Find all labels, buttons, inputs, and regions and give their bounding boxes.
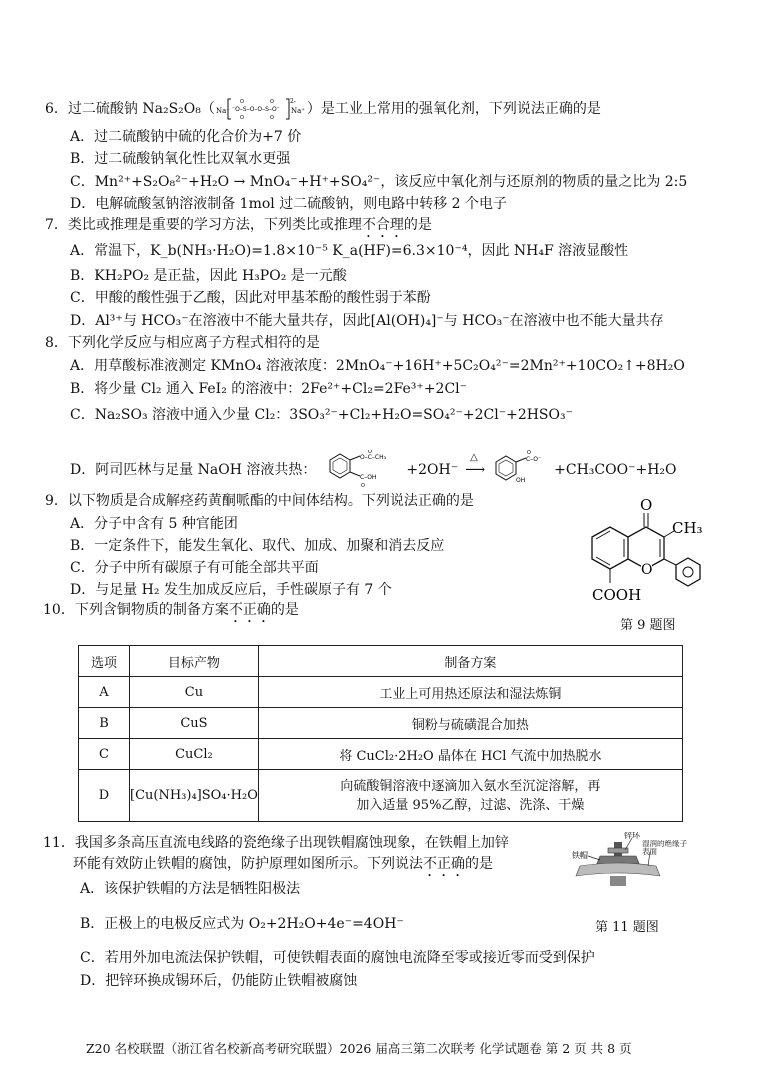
q7-option-d: D．Al³⁺与 HCO₃⁻在溶液中不能大量共存，因此[Al(OH)₄]⁻与 HCO₃⁻在溶液中也不能大量共存: [70, 313, 664, 329]
na-right: Na⁺: [290, 107, 305, 115]
q6-stem-part2: ）是工业上常用的强氧化剂，下列说法正确的是: [306, 101, 601, 117]
q11-stem-line1: 11．我国多条高压直流电线路的瓷绝缘子出现铁帽腐蚀现象，在铁帽上加锌: [43, 835, 509, 851]
q8-d-text1: D．阿司匹林与足量 NaOH 溶液共热：: [70, 462, 317, 478]
table-row: [79, 708, 683, 739]
table-cell: 将 CuCl₂·2H₂O 晶体在 HCl 气流中加热脱水: [258, 739, 682, 770]
q9-option-b: B．一定条件下，能发生氧化、取代、加成、加聚和消去反应: [70, 538, 445, 554]
table-cell: Cu: [130, 677, 259, 708]
q11-emphasis: 不正确: [423, 856, 465, 872]
header-method: 制备方案: [258, 646, 682, 677]
q8-option-c: C．Na₂SO₃ 溶液中通入少量 Cl₂：3SO₃²⁻+Cl₂+H₂O=SO₄²⁻+2Cl⁻+2HSO₃⁻: [70, 407, 574, 423]
table-cell: CuS: [130, 708, 259, 739]
q10-stem-part2: 的是: [270, 602, 299, 618]
table-row: [79, 770, 683, 822]
q7-option-b: B．KH₂PO₂ 是正盐，因此 H₃PO₂ 是一元酸: [70, 268, 347, 284]
surface-label: 湿润的绝缘子表面: [642, 840, 687, 856]
cooh-label: COOH: [592, 586, 642, 604]
svg-text:C–O⁻: C–O⁻: [526, 456, 542, 463]
svg-text:O: O: [527, 450, 532, 456]
iron-cap-label: 铁帽: [572, 851, 588, 860]
q6-stem-part1: 6．过二硫酸钠 Na₂S₂O₈（: [45, 101, 215, 117]
q7-emphasis: 不合理: [361, 217, 404, 233]
svg-text:O: O: [368, 450, 373, 455]
q8-option-a: A．用草酸标准液测定 KMnO₄ 溶液浓度：2MnO₄⁻+16H⁺+5C₂O₄²⁻=2Mn²⁺+10CO₂↑+8H₂O: [70, 358, 685, 374]
aspirin-structure: [316, 450, 406, 490]
q6-option-a: A．过二硫酸钠中硫的化合价为+7 价: [70, 129, 302, 145]
svg-text:O–C–CH₃: O–C–CH₃: [360, 454, 387, 461]
q6-option-b: B．过二硫酸钠氧化性比双氧水更强: [70, 151, 291, 167]
carbonyl-o: O: [640, 496, 653, 514]
q11-option-c: C．若用外加电流法保护铁帽，可使铁帽表面的腐蚀电流降至零或接近零而受到保护: [80, 950, 595, 966]
svg-text:O: O: [269, 99, 274, 105]
svg-text:⁻O–S–O–O–S–O⁻: ⁻O–S–O–O–S–O⁻: [231, 106, 280, 113]
salicylate-structure: [492, 450, 554, 490]
svg-text:O: O: [239, 99, 244, 105]
persulfate-structure: [215, 96, 307, 122]
q8-d-text2: +2OH⁻: [406, 462, 459, 478]
svg-text:C–OH: C–OH: [360, 474, 377, 481]
q7-option-a: A．常温下，K_b(NH₃·H₂O)=1.8×10⁻⁵ K_a(HF)=6.3×10⁻⁴，因此 NH₄F 溶液显酸性: [70, 243, 629, 259]
zinc-ring-label: 锌环: [624, 832, 640, 840]
q9-stem: 9．以下物质是合成解痉药黄酮哌酯的中间体结构。下列说法正确的是: [45, 493, 474, 509]
q9-option-c: C．分子中所有碳原子有可能全部共平面: [70, 560, 319, 576]
q7-option-c: C．甲酸的酸性强于乙酸，因此对甲基苯酚的酸性弱于苯酚: [70, 290, 431, 306]
q11-option-b: B．正极上的电极反应式为 O₂+2H₂O+4e⁻=4OH⁻: [80, 916, 404, 932]
page-footer: Z20 名校联盟（浙江省名校新高考研究联盟）2026 届高三第二次联考 化学试题卷 第 2 页 共 8 页: [86, 1041, 632, 1056]
q10-stem-part1: 10．下列含铜物质的制备方案: [43, 602, 229, 618]
table-cell: CuCl₂: [130, 739, 259, 770]
table-cell: B: [79, 708, 130, 739]
q11-insulator-figure: [570, 832, 700, 894]
svg-text:O: O: [239, 115, 244, 121]
q6-option-d: D．电解硫酸氢钠溶液制备 1mol 过二硫酸钠，则电路中转移 2 个电子: [70, 196, 508, 212]
svg-text:O: O: [361, 483, 366, 489]
table-row: [79, 677, 683, 708]
q11-caption: 第 11 题图: [595, 920, 659, 935]
q9-flavone-structure: [580, 495, 710, 610]
table-cell: D: [79, 770, 130, 822]
q6-option-c: C．Mn²⁺+S₂O₈²⁻+H₂O → MnO₄⁻+H⁺+SO₄²⁻，该反应中氧化剂与还原剂的物质的量之比为 2:5: [70, 174, 688, 190]
table-cell: 向硫酸铜溶液中逐滴加入氨水至沉淀溶解，再 加入适量 95%乙醇，过滤、洗涤、干燥: [258, 770, 682, 822]
q9-caption: 第 9 题图: [620, 618, 676, 633]
charge-label: 2-: [289, 98, 296, 105]
q9-option-d: D．与足量 H₂ 发生加成反应后，手性碳原子有 7 个: [70, 582, 392, 598]
q8-d-text3: +CH₃COO⁻+H₂O: [554, 462, 677, 478]
q10-emphasis: 不正确: [228, 602, 271, 618]
header-product: 目标产物: [130, 646, 259, 677]
table-cell: A: [79, 677, 130, 708]
q11-stem-line2: [73, 855, 493, 880]
q7-stem-part2: 的是: [403, 217, 432, 233]
q11-stem-part2: 的是: [465, 856, 493, 872]
q11-stem-part1: 环能有效防止铁帽的腐蚀，防护原理如图所示。下列说法: [73, 856, 423, 872]
q11-option-d: D．把锌环换成锡环后，仍能防止铁帽被腐蚀: [80, 973, 358, 989]
table-cell: 铜粉与硫磺混合加热: [258, 708, 682, 739]
svg-text:O: O: [269, 115, 274, 121]
heat-arrow: △ ⟶: [458, 461, 492, 479]
q8-option-b: B．将少量 Cl₂ 通入 FeI₂ 的溶液中：2Fe²⁺+Cl₂=2Fe³⁺+2Cl⁻: [70, 381, 468, 397]
table-cell: C: [79, 739, 130, 770]
heat-symbol: △: [470, 452, 478, 463]
q11-option-a: A．该保护铁帽的方法是牺牲阳极法: [80, 881, 301, 897]
header-option: 选项: [79, 646, 130, 677]
methyl-label: CH₃: [672, 519, 703, 537]
q10-table: [78, 645, 683, 822]
table-cell: [Cu(NH₃)₄]SO₄·H₂O: [130, 770, 259, 822]
q10-stem: [43, 601, 299, 626]
q7-stem: [45, 216, 432, 241]
q8-option-d: [70, 450, 677, 490]
na-left: Na⁺: [215, 107, 230, 115]
table-cell: 工业上可用热还原法和湿法炼铜: [258, 677, 682, 708]
q9-option-a: A．分子中含有 5 种官能团: [70, 516, 238, 532]
q6-stem: [45, 96, 601, 122]
svg-text:OH: OH: [516, 477, 526, 484]
ring-o: O: [641, 562, 653, 578]
table-row: [79, 739, 683, 770]
q8-stem: 8．下列化学反应与相应离子方程式相符的是: [45, 335, 320, 351]
table-header-row: [79, 646, 683, 677]
q7-stem-part1: 7．类比或推理是重要的学习方法，下列类比或推理: [45, 217, 362, 233]
